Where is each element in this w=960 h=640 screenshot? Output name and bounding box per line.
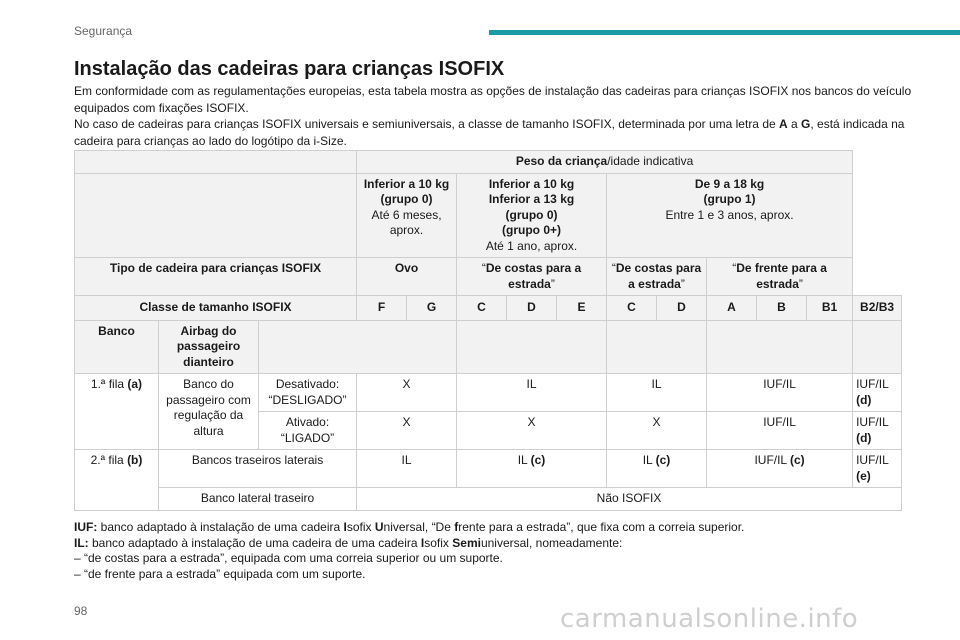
fila-ref: (b)	[127, 453, 143, 467]
note-text: niversal, “De	[383, 520, 455, 534]
note-label: IL:	[74, 535, 89, 550]
table-cell: IUF/IL	[707, 374, 853, 412]
note-text: banco adaptado à instalação de uma cadeira	[97, 520, 344, 534]
seat-type-rear-2	[607, 258, 707, 296]
accent-bar	[489, 30, 960, 35]
table-cell	[457, 450, 607, 488]
group-1-line: Inferior a 13 kg	[488, 192, 575, 206]
weight-header-rest: /idade indicativa	[607, 154, 694, 168]
empty-cell	[707, 320, 853, 374]
note-dash-1: – “de costas para a estrada”, equipada com uma correia superior ou um suporte.	[74, 551, 503, 566]
group-1-line: Até 1 ano, aprox.	[485, 238, 578, 253]
fila-label: 2.ª fila	[90, 453, 128, 467]
note-iuf	[74, 520, 914, 536]
size-class-cell: F	[357, 296, 407, 321]
group-1-line: Inferior a 10 kg	[488, 176, 575, 191]
weight-header-bold: Peso da criança	[515, 154, 608, 168]
note-text: rente para a estrada”, que fixa com a correia superior.	[458, 520, 745, 534]
row1-on-state: Ativado: “LIGADO”	[259, 412, 357, 450]
quote: “	[732, 261, 737, 275]
cell-value: IUF/IL	[754, 453, 790, 467]
watermark: carmanualsonline.info	[560, 604, 859, 634]
quote: ”	[798, 276, 803, 291]
size-class-cell: A	[707, 296, 757, 321]
row2-lateral	[75, 450, 902, 488]
table-cell: IL	[357, 450, 457, 488]
seat-type-row	[75, 258, 902, 296]
table-cell: X	[607, 412, 707, 450]
table-cell	[707, 450, 853, 488]
group-cell-1	[457, 173, 607, 258]
note-emph: I	[420, 535, 425, 550]
row1-fila	[75, 374, 159, 450]
table-cell	[853, 374, 902, 412]
intro-text	[74, 83, 914, 149]
weight-header-row	[75, 151, 902, 174]
group-0-line: (grupo 0)	[380, 192, 433, 206]
page-number: 98	[74, 604, 88, 618]
group-cell-0	[357, 173, 457, 258]
seat-type-rear	[457, 258, 607, 296]
row1-off-state: Desativado: “DESLIGADO”	[259, 374, 357, 412]
cell-ref: (c)	[655, 453, 671, 467]
cell-ref: (e)	[856, 468, 871, 483]
table-cell	[853, 412, 902, 450]
cell-ref: (c)	[530, 453, 546, 467]
seat-type-label: Tipo de cadeira para crianças ISOFIX	[75, 258, 357, 296]
quote: ”	[550, 276, 555, 291]
size-class-cell: B2/B3	[853, 296, 902, 321]
cell-value: IUF/IL	[856, 377, 889, 391]
group-2-line: De 9 a 18 kg	[694, 176, 765, 191]
size-class-cell: C	[457, 296, 507, 321]
section-label: Segurança	[74, 24, 133, 38]
size-class-cell: E	[557, 296, 607, 321]
size-class-cell: C	[607, 296, 657, 321]
cell-value: IUF/IL	[856, 453, 889, 467]
weight-header-cell	[357, 151, 853, 174]
size-class-cell: B	[757, 296, 807, 321]
group-2-line: Entre 1 e 3 anos, aprox.	[665, 207, 794, 222]
banco-header-row	[75, 320, 902, 374]
quote: ”	[680, 276, 685, 291]
note-emph: U	[374, 520, 384, 534]
fila-ref: (a)	[127, 377, 143, 391]
note-emph: f	[454, 520, 459, 534]
note-dash-2: – “de frente para a estrada” equipada com um suporte.	[74, 566, 366, 581]
isofix-table	[74, 150, 902, 511]
seat-type-rear-2-text: De costas para a estrada	[615, 261, 702, 291]
empty-cell	[75, 151, 357, 174]
table-cell: IL	[607, 374, 707, 412]
row2-center-seat: Banco lateral traseiro	[159, 488, 357, 511]
note-label: IUF:	[74, 520, 98, 534]
cell-value: IL	[517, 453, 531, 467]
group-2-line: (grupo 1)	[703, 192, 756, 206]
note-text: sofix	[346, 520, 375, 534]
size-class-label: Classe de tamanho ISOFIX	[75, 296, 357, 321]
size-letter-g: G	[801, 117, 811, 131]
group-0-line: aprox.	[389, 223, 424, 237]
cell-ref: (d)	[856, 430, 872, 445]
intro-text-run: , está indicada na cadeira para crianças ao lado do logótipo da i-Size.	[74, 117, 905, 148]
empty-cell	[607, 320, 707, 374]
fila-label: 1.ª fila	[90, 377, 128, 391]
table-cell: X	[357, 374, 457, 412]
size-class-cell: B1	[807, 296, 853, 321]
intro-text-run: a	[787, 117, 802, 131]
table-cell	[607, 450, 707, 488]
note-text: banco adaptado à instalação de uma cadeira de uma cadeira	[88, 535, 421, 550]
quote: “	[611, 261, 616, 275]
quote: “	[481, 261, 486, 275]
size-class-row	[75, 296, 902, 321]
empty-cell	[259, 320, 457, 374]
row1-off	[75, 374, 902, 412]
note-il	[74, 536, 914, 552]
page-title: Instalação das cadeiras para crianças ISOFIX	[74, 58, 505, 80]
note-text: universal, nomeadamente:	[480, 535, 623, 550]
cell-value: IUF/IL	[856, 415, 889, 429]
cell-ref: (d)	[856, 392, 872, 407]
table-cell: IUF/IL	[707, 412, 853, 450]
row2-seat: Bancos traseiros laterais	[159, 450, 357, 488]
table-cell: X	[457, 412, 607, 450]
size-class-cell: G	[407, 296, 457, 321]
banco-label: Banco	[75, 320, 159, 374]
size-class-cell: D	[507, 296, 557, 321]
seat-type-front	[707, 258, 853, 296]
empty-cell	[75, 173, 357, 258]
row1-seat: Banco do passageiro com regulação da altura	[159, 374, 259, 450]
notes	[74, 520, 914, 582]
size-letter-a: A	[779, 117, 788, 131]
group-0-line: Inferior a 10 kg	[363, 176, 450, 191]
group-cell-2	[607, 173, 853, 258]
seat-type-rear-text: De costas para a estrada	[485, 261, 582, 291]
note-text: sofix	[424, 535, 453, 550]
group-row	[75, 173, 902, 258]
size-class-cell: D	[657, 296, 707, 321]
intro-text-run: No caso de cadeiras para crianças ISOFIX universais e semiuniversais, a classe de tamanho ISOFIX, determinada por uma letra de	[74, 117, 779, 131]
row2-center	[75, 488, 902, 511]
intro-paragraph-2	[74, 116, 914, 149]
empty-cell	[457, 320, 607, 374]
group-1-line: (grupo 0)	[505, 207, 558, 222]
cell-value: IL	[642, 453, 656, 467]
row2-fila	[75, 450, 159, 511]
table-cell	[853, 450, 902, 488]
note-emph: Semi	[452, 535, 481, 550]
row2-center-value: Não ISOFIX	[357, 488, 902, 511]
table-cell: X	[357, 412, 457, 450]
group-0-line: Até 6 meses,	[371, 207, 442, 222]
cell-ref: (c)	[790, 453, 805, 467]
intro-paragraph-1: Em conformidade com as regulamentações europeias, esta tabela mostra as opções de instalação das cadeiras para crianças ISOFIX nos bancos do veículo equipados com fixações ISOFIX.	[74, 84, 912, 115]
seat-type-ovo: Ovo	[357, 258, 457, 296]
table-cell: IL	[457, 374, 607, 412]
airbag-label: Airbag do passageiro dianteiro	[159, 320, 259, 374]
empty-cell	[853, 320, 902, 374]
seat-type-front-text: De frente para a estrada	[736, 261, 827, 291]
group-1-line: (grupo 0+)	[502, 223, 562, 237]
note-emph: I	[343, 520, 347, 534]
